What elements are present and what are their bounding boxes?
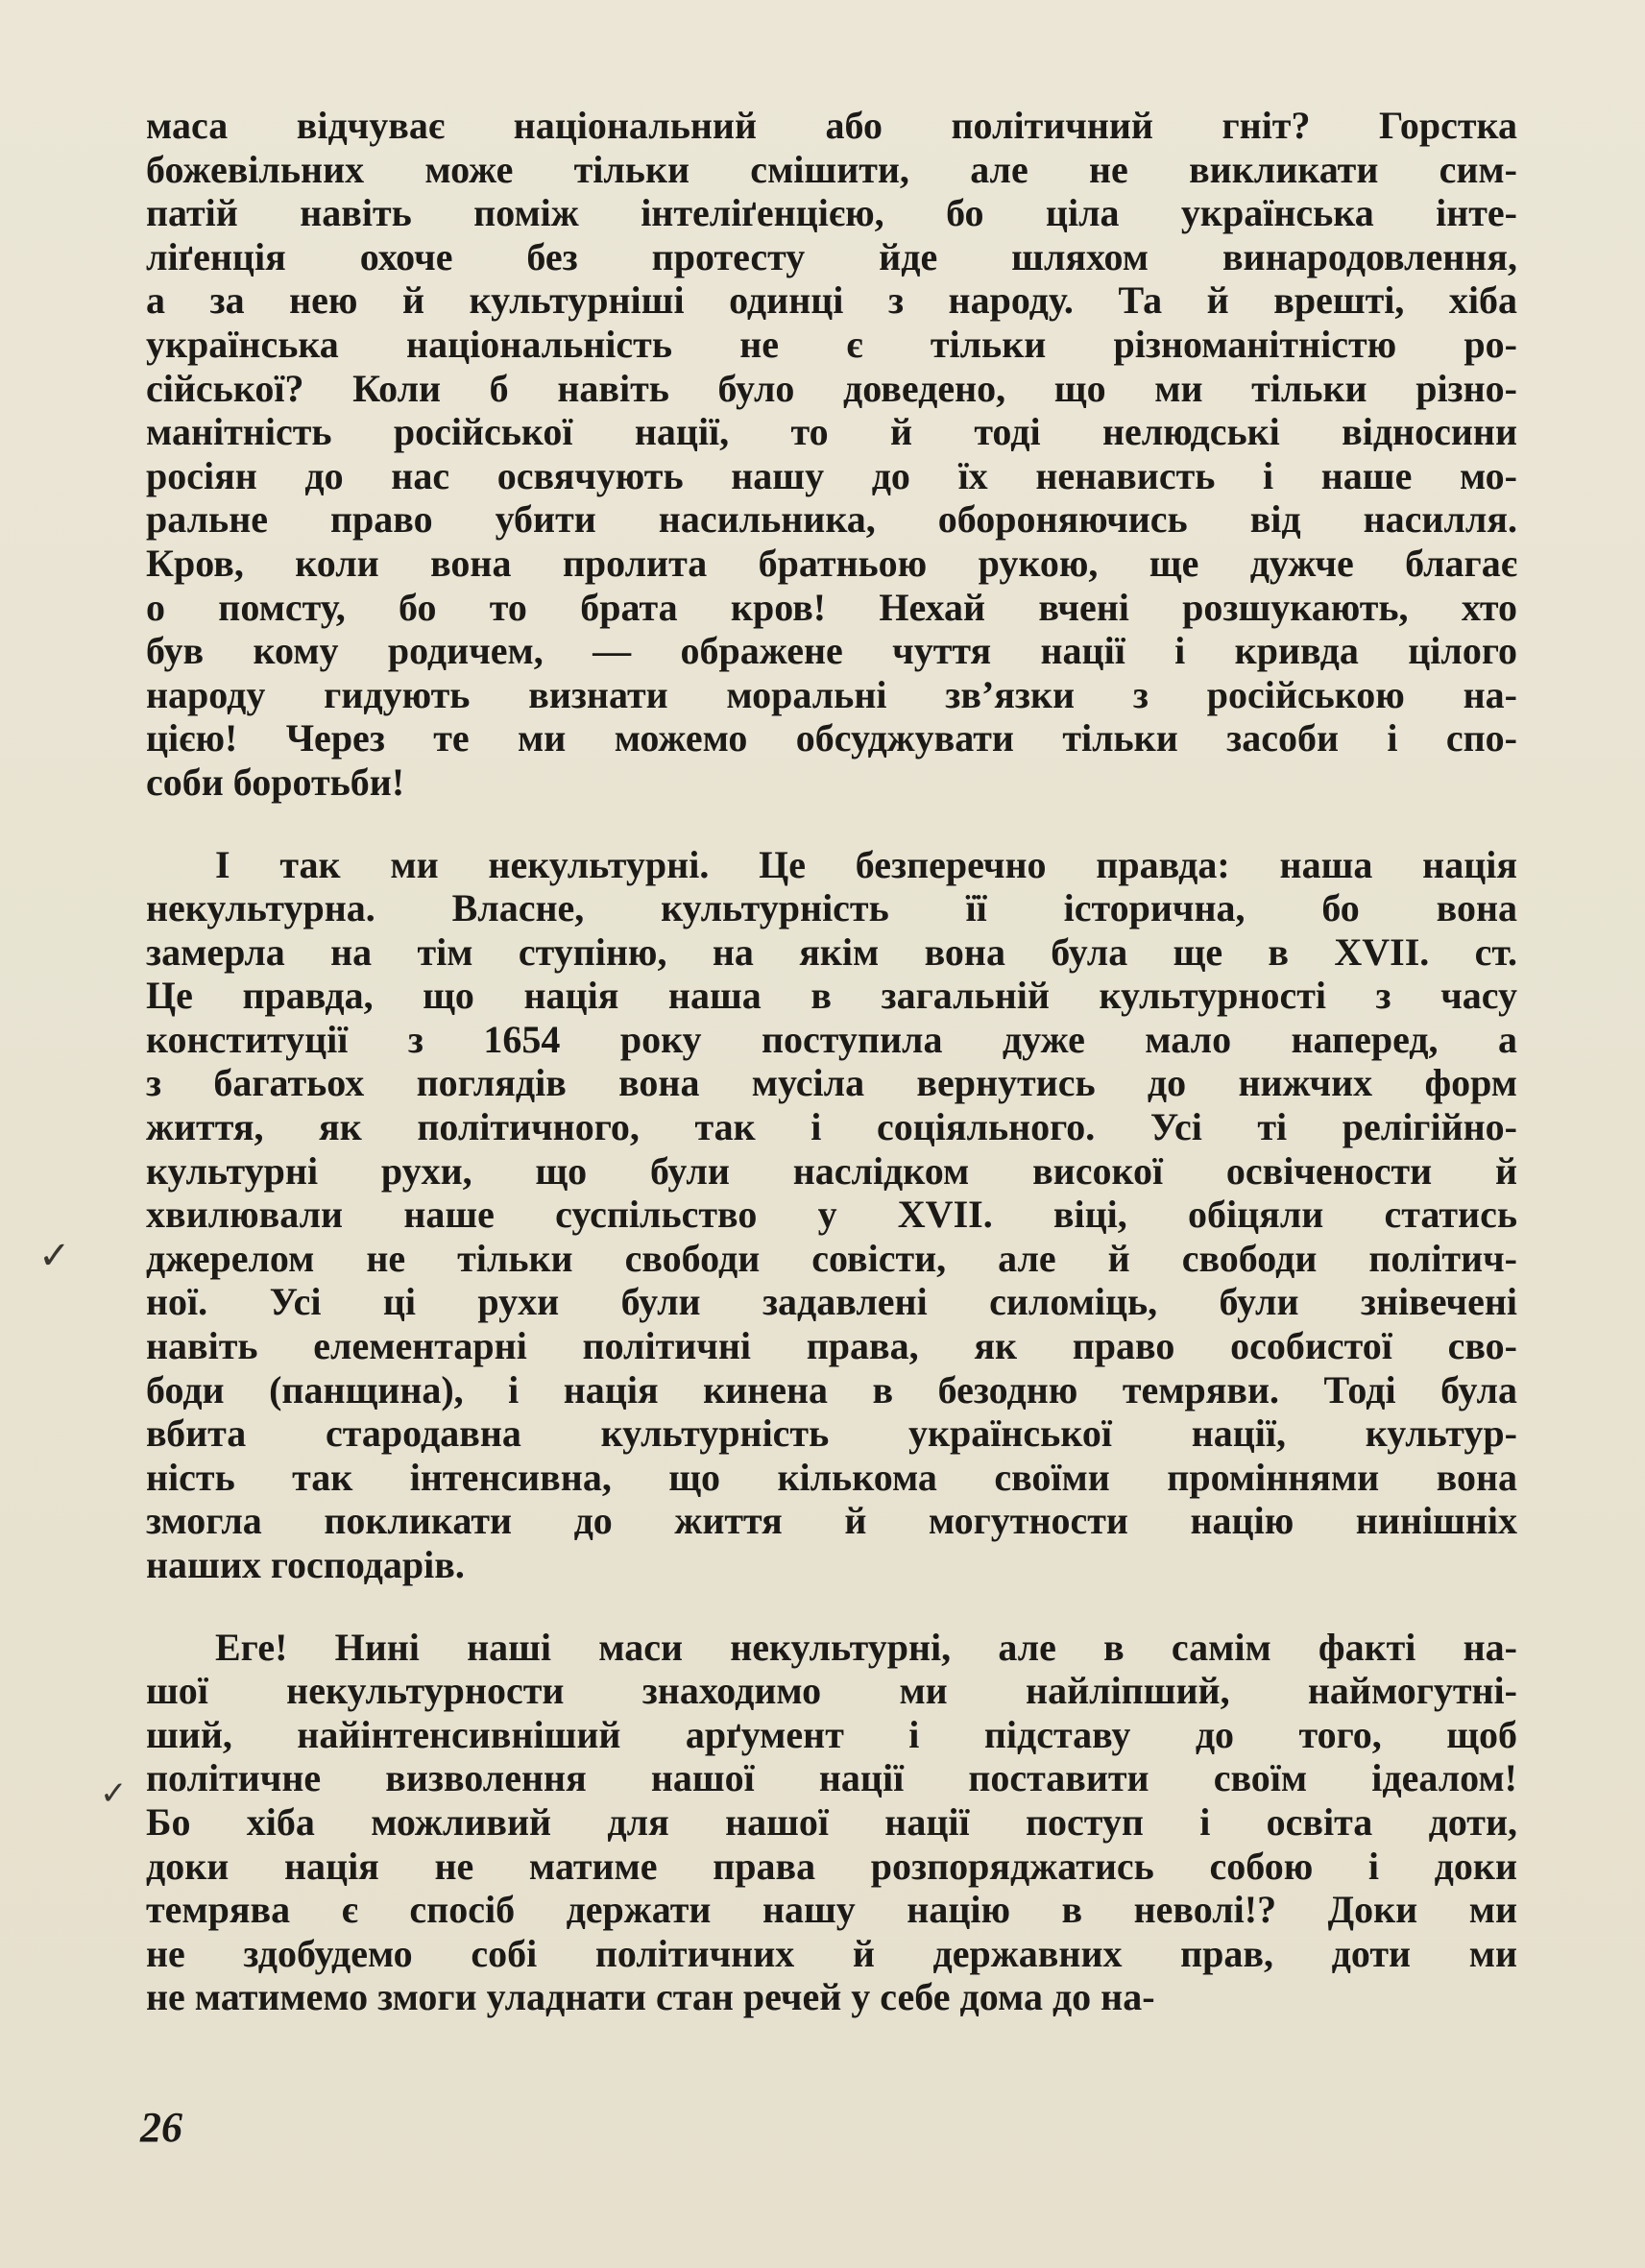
text-line: конституції з 1654 року поступила дуже мало наперед, а — [146, 1017, 1517, 1061]
text-line: ліґенція охоче без протесту йде шляхом винародовлення, — [146, 234, 1517, 278]
text-line: ність так інтенсивна, що кількома своїми проміннями вона — [146, 1455, 1517, 1499]
paragraph-gap — [146, 805, 1517, 843]
text-line: шої некультурности знаходимо ми найліпший, наймогутні- — [146, 1669, 1517, 1713]
text-line: не здобудемо собі політичних й державних прав, доти ми — [146, 1931, 1517, 1975]
text-line: був кому родичем, — ображене чуття нації і кривда цілого — [146, 629, 1517, 673]
text-line: росіян до нас освячують нашу до їх ненависть і наше мо- — [146, 453, 1517, 497]
text-line: соби боротьби! — [146, 760, 405, 804]
paragraph — [146, 104, 1517, 805]
text-line: І так ми некультурні. Це безперечно правда: наша нація — [215, 842, 1517, 886]
text-line: некультурна. Власне, культурність її історична, бо вона — [146, 886, 1517, 930]
text-line: культурні рухи, що були наслідком високої освічености й — [146, 1148, 1517, 1193]
text-line: Це правда, що нація наша в загальній культурності з часу — [146, 974, 1517, 1018]
text-line: народу гидують визнати моральні зв’язки з російською на- — [146, 672, 1517, 716]
text-line: патій навіть поміж інтеліґенцією, бо ціла українська інте- — [146, 191, 1517, 235]
paragraph-gap — [146, 1587, 1517, 1626]
text-line: джерелом не тільки свободи совісти, але й свободи політич- — [146, 1236, 1517, 1280]
text-line: українська національність не є тільки різноманітністю ро- — [146, 322, 1517, 366]
text-line: божевільних може тільки смішити, але не викликати сим- — [146, 147, 1517, 191]
text-line: ної. Усі ці рухи були задавлені силоміць, були знівечені — [146, 1280, 1517, 1324]
text-line: життя, як політичного, так і соціяльного. Усі ті релігійно- — [146, 1105, 1517, 1149]
text-line: а за нею й культурніші одинці з народу. Та й врешті, хіба — [146, 278, 1517, 323]
text-line: о помсту, бо то брата кров! Нехай вчені розшукають, хто — [146, 585, 1517, 629]
text-line: ший, найінтенсивніший арґумент і підставу до того, щоб — [146, 1712, 1517, 1756]
text-line: цією! Через те ми можемо обсуджувати тільки засоби і спо- — [146, 716, 1517, 760]
text-line: змогла покликати до життя й могутности націю нинішніх — [146, 1499, 1517, 1543]
text-line: маса відчуває національний або політичний гніт? Горстка — [146, 104, 1517, 147]
page-text — [146, 104, 1517, 2019]
text-line: політичне визволення нашої нації поставити своїм ідеалом! — [146, 1756, 1517, 1800]
text-line: Еге! Нині наші маси некультурні, але в самім факті на- — [215, 1625, 1517, 1669]
text-line: вбита стародавна культурність української нації, культур- — [146, 1411, 1517, 1456]
text-line: темрява є спосіб держати нашу націю в неволі!? Доки ми — [146, 1888, 1517, 1932]
text-line: доки нація не матиме права розпоряджатись собою і доки — [146, 1844, 1517, 1888]
text-line: ральне право убити насильника, обороняючись від насилля. — [146, 497, 1517, 542]
text-line: сійської? Коли б навіть було доведено, що ми тільки різно- — [146, 366, 1517, 410]
margin-checkmark-icon: ✓ — [38, 1234, 71, 1278]
text-line: Кров, коли вона пролита братньою рукою, ще дужче благає — [146, 541, 1517, 585]
text-line: манітність російської нації, то й тоді нелюдські відносини — [146, 410, 1517, 454]
paragraph — [146, 843, 1517, 1587]
margin-checkmark-icon: ✓ — [100, 1774, 128, 1813]
text-line: хвилювали наше суспільство у XVII. віці, обіцяли статись — [146, 1193, 1517, 1237]
paragraph — [146, 1626, 1517, 2019]
text-line: з багатьох поглядів вона мусіла вернутись до нижчих форм — [146, 1061, 1517, 1105]
text-line: боди (панщина), і нація кинена в безодню темряви. Тоді була — [146, 1367, 1517, 1411]
text-line: Бо хіба можливий для нашої нації поступ і освіта доти, — [146, 1799, 1517, 1844]
text-line: не матимемо змоги уладнати стан речей у себе дома до на- — [146, 1975, 1155, 2019]
text-line: замерла на тім ступіню, на якім вона була ще в XVII. ст. — [146, 929, 1517, 974]
text-line: наших господарів. — [146, 1543, 465, 1586]
text-line: навіть елементарні політичні права, як право особистої сво- — [146, 1324, 1517, 1368]
page-number: 26 — [140, 2104, 182, 2151]
